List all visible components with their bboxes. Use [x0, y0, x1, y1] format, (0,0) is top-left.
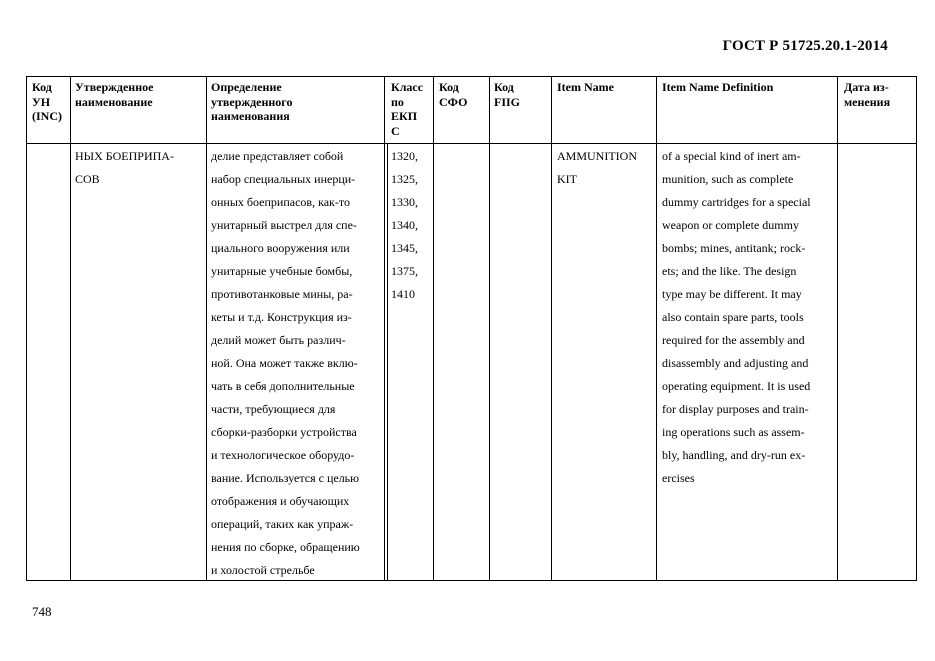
text-line: 1345, — [391, 241, 418, 255]
text-line: AMMUNITION — [557, 149, 637, 163]
text-line: противотанковые мины, ра- — [211, 287, 353, 301]
header-code-un — [32, 80, 62, 124]
text-line: Класс — [391, 80, 424, 94]
text-line: also contain spare parts, tools — [662, 310, 804, 324]
cell-item-name — [557, 145, 637, 191]
text-line: bly, handling, and dry-run ex- — [662, 448, 806, 462]
text-line: СОВ — [75, 172, 100, 186]
text-line: циального вооружения или — [211, 241, 350, 255]
header-class-ekps — [391, 80, 423, 138]
text-line: ets; and the like. The design — [662, 264, 797, 278]
text-line: Item Name Definition — [662, 80, 774, 94]
text-line: кеты и т.д. Конструкция из- — [211, 310, 352, 324]
document-standard-code: ГОСТ Р 51725.20.1-2014 — [722, 38, 888, 54]
text-line: нения по сборке, обращению — [211, 540, 360, 554]
text-line: 1410 — [391, 287, 415, 301]
text-line: вание. Используется с целью — [211, 471, 360, 485]
text-line: 1320, — [391, 149, 418, 163]
page-number: 748 — [32, 604, 52, 619]
text-line: набор специальных инерци- — [211, 172, 356, 186]
text-line: отображения и обучающих — [211, 494, 350, 508]
text-line: унитарный выстрел для спе- — [211, 218, 357, 232]
column-divider — [384, 77, 385, 580]
text-line: 1325, — [391, 172, 418, 186]
text-line: type may be different. It may — [662, 287, 802, 301]
text-line: Код — [439, 80, 459, 94]
column-divider — [656, 77, 657, 580]
text-line: по — [391, 94, 404, 109]
text-line: СФО — [439, 94, 468, 109]
cell-item-name-definition — [662, 145, 811, 490]
text-line: (INC) — [32, 109, 62, 123]
header-code-sfo — [439, 80, 467, 109]
column-divider — [206, 77, 207, 580]
text-line: for display purposes and train- — [662, 402, 809, 416]
text-line: Item Name — [557, 80, 614, 94]
text-line: онных боеприпасов, как-то — [211, 195, 350, 209]
header-divider — [27, 143, 916, 144]
text-line: НЫХ БОЕПРИПА- — [75, 149, 174, 163]
text-line: ing operations such as assem- — [662, 425, 805, 439]
text-line: 1330, — [391, 195, 418, 209]
header-approved-name — [75, 80, 153, 109]
column-divider — [433, 77, 434, 580]
text-line: и холостой стрельбе — [211, 563, 315, 577]
text-line: dummy cartridges for a special — [662, 195, 811, 209]
text-line: Определение — [211, 80, 282, 94]
text-line: munition, such as complete — [662, 172, 794, 186]
text-line: УН — [32, 94, 51, 109]
text-line: weapon or complete dummy — [662, 218, 799, 232]
text-line: ЕКП — [391, 109, 418, 123]
text-line: Код — [494, 80, 514, 94]
header-code-fiig — [494, 80, 520, 109]
text-line: disassembly and adjusting and — [662, 356, 809, 370]
text-line: ной. Она может также вклю- — [211, 356, 358, 370]
text-line: ercises — [662, 471, 695, 485]
text-line: операций, таких как упраж- — [211, 517, 354, 531]
text-line: унитарные учебные бомбы, — [211, 264, 353, 278]
cell-approved-name — [75, 145, 174, 191]
text-line: Утвержденное — [75, 80, 154, 94]
text-line: чать в себя дополнительные — [211, 379, 355, 393]
text-line: и технологическое оборудо- — [211, 448, 355, 462]
text-line: KIT — [557, 172, 577, 186]
header-change-date — [844, 80, 890, 109]
nomenclature-table — [26, 76, 917, 581]
text-line: required for the assembly and — [662, 333, 805, 347]
text-line: сборки-разборки устройства — [211, 425, 357, 439]
text-line: делий может быть различ- — [211, 333, 346, 347]
text-line: С — [391, 123, 400, 138]
text-line: утвержденного — [211, 94, 293, 109]
text-line: части, требующиеся для — [211, 402, 336, 416]
column-divider — [387, 143, 388, 580]
header-item-name — [557, 80, 614, 95]
header-definition — [211, 80, 292, 124]
column-divider — [70, 77, 71, 580]
text-line: делие представляет собой — [211, 149, 344, 163]
column-divider — [489, 77, 490, 580]
text-line: 1340, — [391, 218, 418, 232]
text-line: of a special kind of inert am- — [662, 149, 801, 163]
text-line: Дата из- — [844, 80, 889, 94]
text-line: менения — [844, 94, 891, 109]
text-line: Код — [32, 80, 52, 94]
text-line: operating equipment. It is used — [662, 379, 811, 393]
text-line: 1375, — [391, 264, 418, 278]
cell-class-ekps — [391, 145, 418, 306]
column-divider — [837, 77, 838, 580]
text-line: наименования — [211, 109, 290, 123]
text-line: наименование — [75, 94, 153, 109]
cell-definition — [211, 145, 360, 582]
header-item-name-definition — [662, 80, 773, 95]
text-line: bombs; mines, antitank; rock- — [662, 241, 806, 255]
column-divider — [551, 77, 552, 580]
text-line: FIIG — [494, 94, 521, 109]
